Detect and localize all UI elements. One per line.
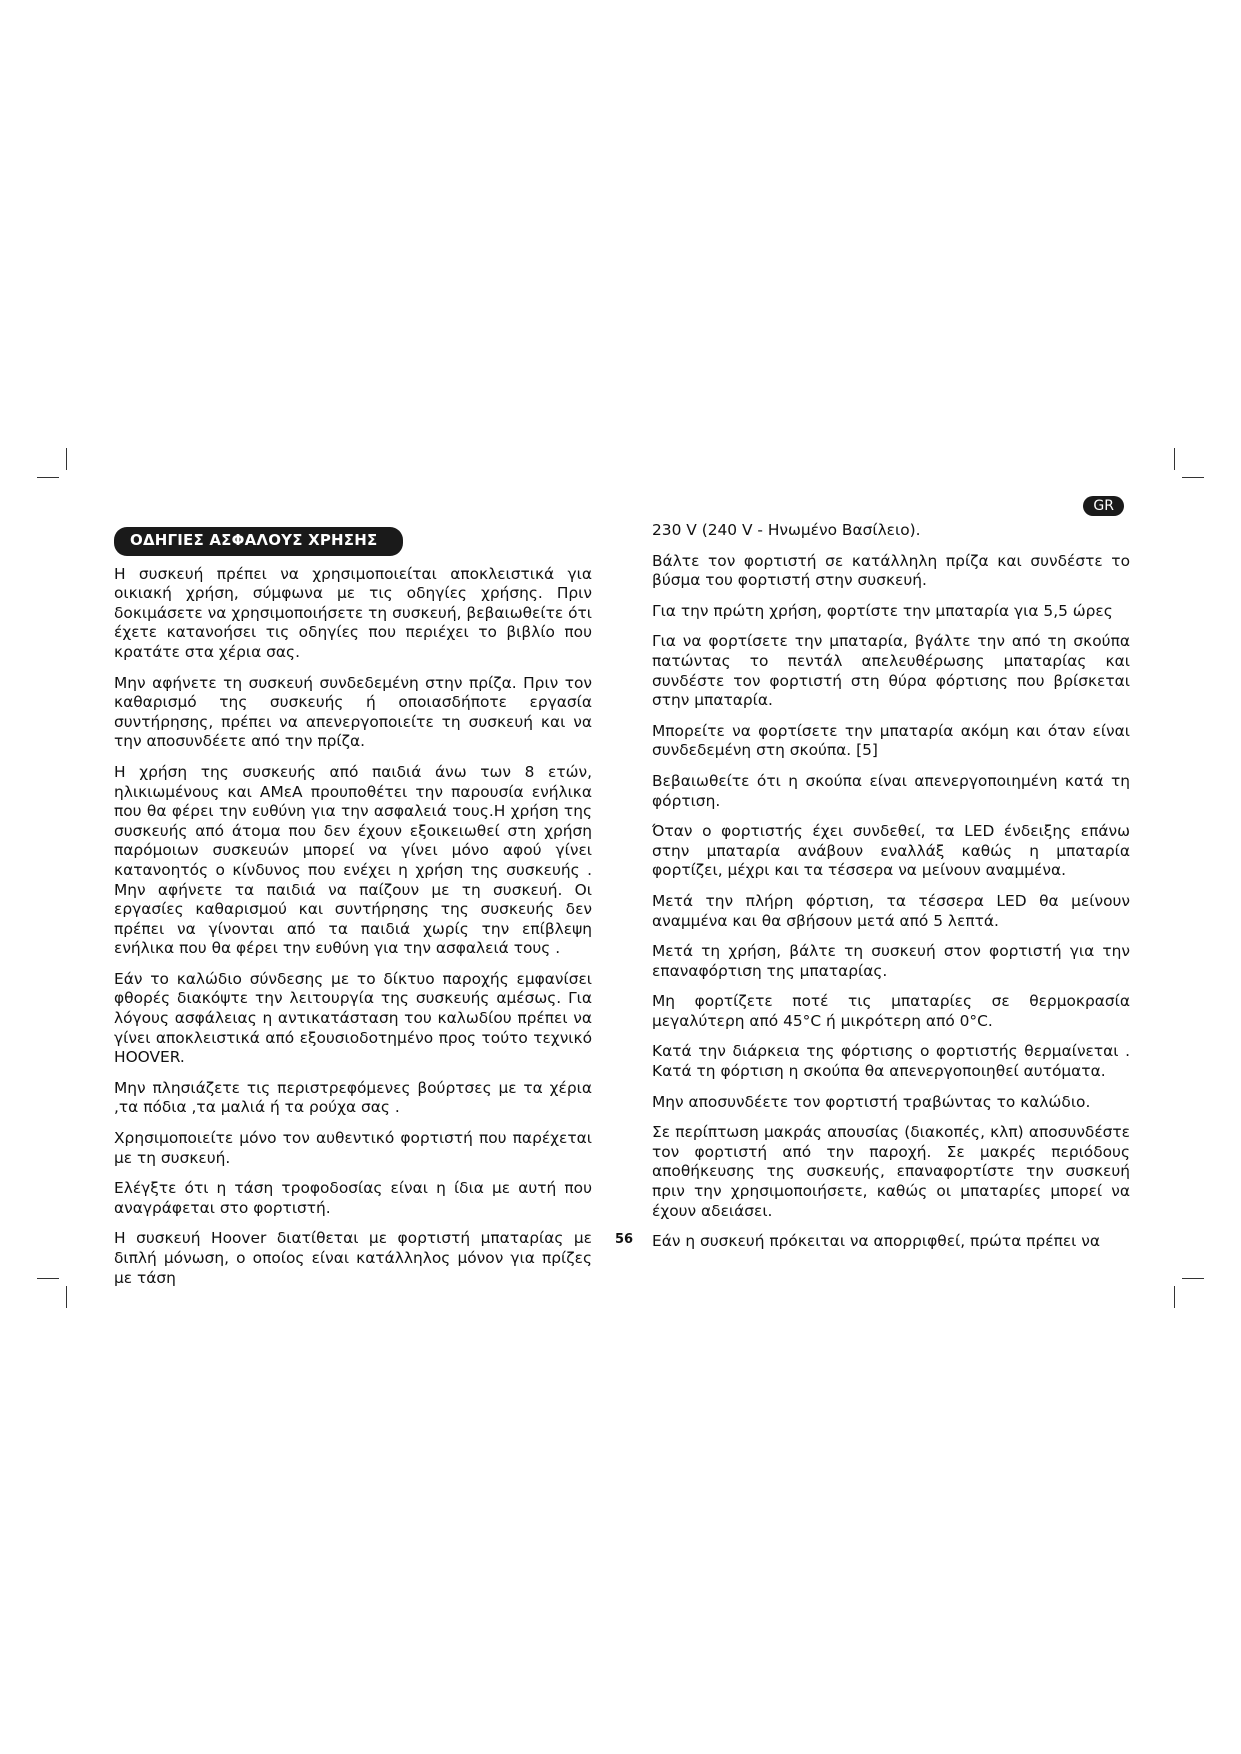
paragraph: Μην πλησιάζετε τις περιστρεφόμενες βούρτσες με τα χέρια ,τα πόδια ,τα μαλιά ή τα ρούχα σας . [114, 1078, 592, 1117]
paragraph: Η χρήση της συσκευής από παιδιά άνω των 8 ετών, ηλικιωμένους και ΑΜεΑ προυποθέτει την παρουσία ενήλικα που θα φέρει την ευθύνη για την ασφαλειά τους.Η χρήση της συσκευής από άτομα που δεν έχουν εξοικειωθεί στη χρήση παρόμοιων συσκευών μπορεί να γίνει μόνο αφού γίνει κατανοητός ο κίνδυνος που ενέχει η χρήση της συσκευής . Μην αφήνετε τα παιδιά να παίζουν με τη συσκευή. Οι εργασίες καθαρισμού και συντήρησης της συσκευής δεν πρέπει να γίνονται από τα παιδιά χωρίς την επίβλεψη ενήλικα που θα φέρει την ευθύνη για την ασφαλειά τους . [114, 762, 592, 958]
paragraph: Για να φορτίσετε την μπαταρία, βγάλτε την από τη σκούπα πατώντας το πεντάλ απελευθέρωσης μπαταρίας και συνδέστε τον φορτιστή στη θύρα φόρτισης που βρίσκεται στην μπαταρία. [652, 632, 1130, 710]
paragraph: Όταν ο φορτιστής έχει συνδεθεί, τα LED ένδειξης επάνω στην μπαταρία ανάβουν εναλλάξ καθώς η μπαταρία φορτίζει, μέχρι και τα τέσσερα να μείνουν αναμμένα. [652, 822, 1130, 880]
crop-mark [1174, 448, 1175, 470]
paragraph: Σε περίπτωση μακράς απουσίας (διακοπές, κλπ) αποσυνδέστε τον φορτιστή από την παροχή. Σε μακρές περιόδους αποθήκευσης της συσκευής, επαναφορτίστε την συσκευή πριν την χρησιμοποιήσετε, καθώς οι μπαταρίες μπορεί να έχουν αδειάσει. [652, 1123, 1130, 1220]
crop-mark [1174, 1286, 1175, 1308]
paragraph: Μην αποσυνδέετε τον φορτιστή τραβώντας το καλώδιο. [652, 1092, 1091, 1111]
page-number: 56 [615, 1232, 634, 1247]
paragraph: Εάν η συσκευή πρόκειται να απορριφθεί, πρώτα πρέπει να [652, 1232, 1101, 1251]
left-column [114, 527, 592, 1299]
paragraph: Εάν το καλώδιο σύνδεσης με το δίκτυο παροχής εμφανίσει φθορές διακόψτε την λειτουργία της συσκευής αμέσως. Για λόγους ασφάλειας η αντικατάσταση του καλωδίου πρέπει να γίνει αποκλειστικά από εξουσιοδοτημένο προς τούτο τεχνικό HOOVER. [114, 969, 592, 1067]
paragraph: 230 V (240 V - Ηνωμένο Βασίλειο). [652, 521, 921, 539]
paragraph: Βάλτε τον φορτιστή σε κατάλληλη πρίζα και συνδέστε το βύσμα του φορτιστή στην συσκευή. [652, 551, 1130, 590]
paragraph: Μην αφήνετε τη συσκευή συνδεδεμένη στην πρίζα. Πριν τον καθαρισμό της συσκευής ή οποιασδήποτε εργασία συντήρησης, πρέπει να απενεργοποιείτε τη συσκευή και να την αποσυνδέετε από την πρίζα. [114, 673, 592, 751]
crop-mark [37, 477, 59, 478]
right-column [652, 521, 1130, 1263]
section-heading: ΟΔΗΓΙΕΣ ΑΣΦΑΛΟΥΣ ΧΡΗΣΗΣ [114, 527, 403, 556]
paragraph: Χρησιμοποιείτε μόνο τον αυθεντικό φορτιστή που παρέχεται με τη συσκευή. [114, 1129, 592, 1167]
crop-mark [66, 1286, 67, 1308]
paragraph: Βεβαιωθείτε ότι η σκούπα είναι απενεργοποιημένη κατά τη φόρτιση. [652, 771, 1130, 810]
paragraph: Μη φορτίζετε ποτέ τις μπαταρίες σε θερμοκρασία μεγαλύτερη από 45°C ή μικρότερη από 0°C. [652, 992, 1130, 1030]
paragraph: Η συσκευή Hoover διατίθεται με φορτιστή μπαταρίας με διπλή μόνωση, ο οποίος είναι κατάλληλος μόνον για πρίζες με τάση [114, 1229, 592, 1287]
page-content [114, 521, 1130, 1287]
language-badge: GR [1083, 496, 1124, 516]
paragraph: Ελέγξτε ότι η τάση τροφοδοσίας είναι η ίδια με αυτή που αναγράφεται στο φορτιστή. [114, 1179, 592, 1217]
paragraph: Μετά τη χρήση, βάλτε τη συσκευή στον φορτιστή για την επαναφόρτιση της μπαταρίας. [652, 942, 1130, 980]
crop-mark [66, 448, 67, 470]
crop-mark [1182, 477, 1204, 478]
crop-mark [1182, 1278, 1204, 1279]
paragraph: Για την πρώτη χρήση, φορτίστε την μπαταρία για 5,5 ώρες [652, 601, 1113, 620]
paragraph: Η συσκευή πρέπει να χρησιμοποιείται αποκλειστικά για οικιακή χρήση, σύμφωνα με τις οδηγίες χρήσης. Πριν δοκιμάσετε να χρησιμοποιήσετε τη συσκευή, βεβαιωθείτε ότι έχετε κατανοήσει τις οδηγίες που περιέχει το βιβλίο που κρατάτε στα χέρια σας. [114, 564, 592, 661]
paragraph: Κατά την διάρκεια της φόρτισης ο φορτιστής θερμαίνεται . Κατά τη φόρτιση η σκούπα θα απενεργοποιηθεί αυτόματα. [652, 1042, 1130, 1081]
crop-mark [37, 1278, 59, 1279]
paragraph: Μπορείτε να φορτίσετε την μπαταρία ακόμη και όταν είναι συνδεδεμένη στη σκούπα. [5] [652, 721, 1130, 760]
paragraph: Μετά την πλήρη φόρτιση, τα τέσσερα LED θα μείνουν αναμμένα και θα σβήσουν μετά από 5 λεπτά. [652, 891, 1130, 930]
